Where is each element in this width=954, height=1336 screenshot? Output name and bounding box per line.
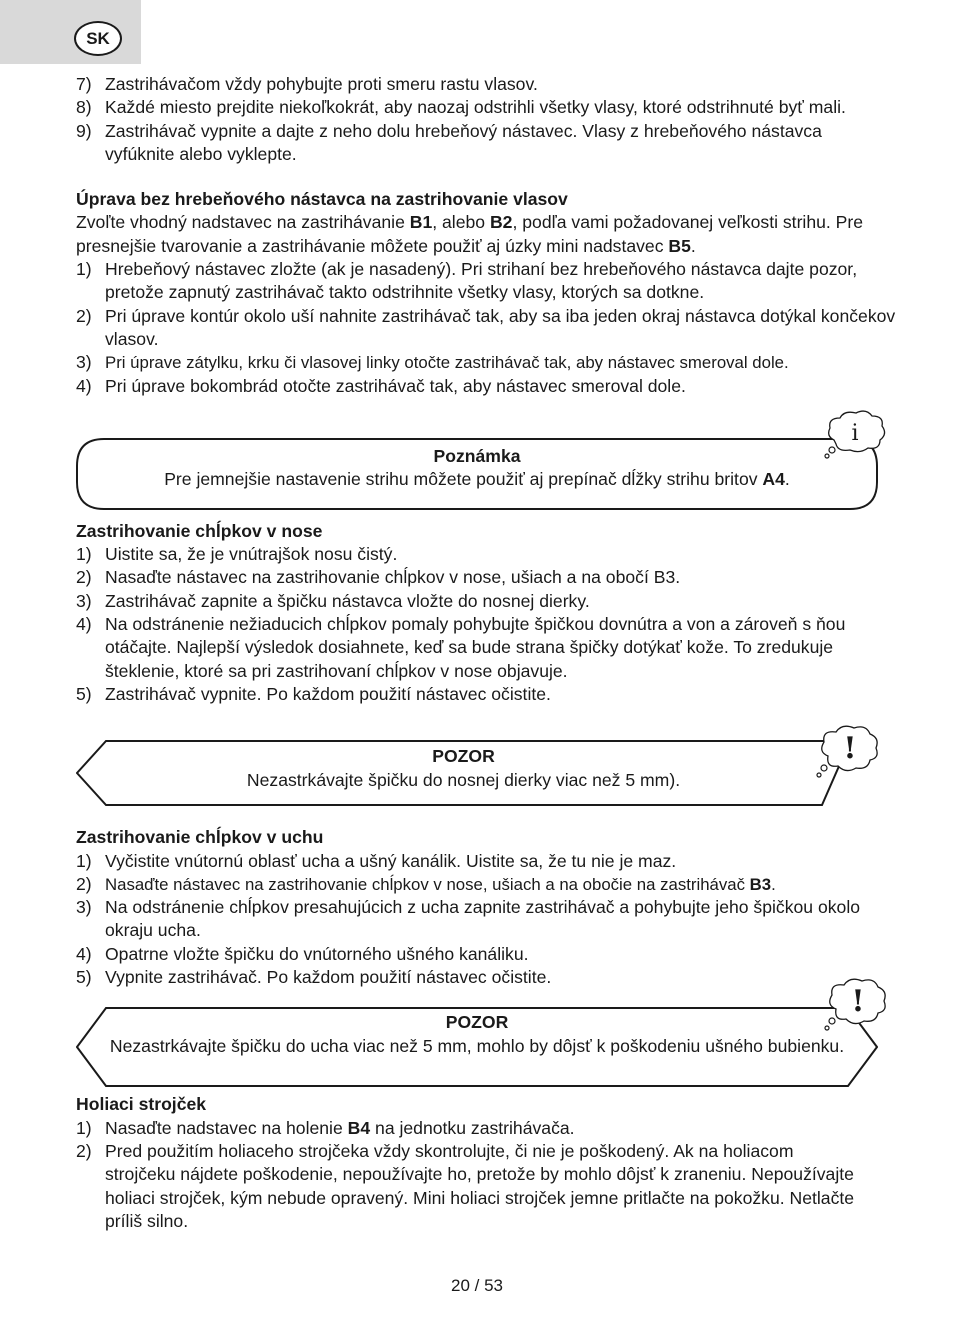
- svg-text:!: !: [851, 984, 865, 1020]
- list-item: 2) Nasaďte nástavec na zastrihovanie chĺpkov v nose, ušiach a na obočie na zastrihávač B3.: [76, 873, 776, 894]
- section-intro: Zvoľte vhodný nadstavec na zastrihávanie B1, alebo B2, podľa vami požadovanej veľkosti strihu. Pre presnejšie tvarovanie a zastrihávanie môžete použiť aj úzky mini nadstavec B5.: [76, 212, 864, 256]
- warning-text: Nezastrkávajte špičku do ucha viac než 5 mm, mohlo by dôjsť k poškodeniu ušného bubienku.: [109, 1035, 845, 1056]
- svg-text:!: !: [843, 731, 857, 767]
- list-item: 3) Zastrihávač zapnite a špičku nástavca vložte do nosnej dierky.: [76, 590, 590, 611]
- list-item: 4) Na odstránenie nežiaducich chĺpkov pomaly pohybujte špičkou dovnútra a von a zároveň s ňou otáčajte. Najlepší výsledok dosiahnete, keď sa bude strana špičky dotýkať kože. To zredukuje šteklenie, ktoré sa pri zastrihovaní chĺpkov v nose objavuje.: [76, 614, 846, 681]
- list-item: 1) Nasaďte nadstavec na holenie B4 na jednotku zastrihávača.: [76, 1117, 575, 1138]
- section-heading: Úprava bez hrebeňového nástavca na zastrihovanie vlasov: [76, 189, 568, 210]
- list-item: 9) Zastrihávač vypnite a dajte z neho dolu hrebeňový nástavec. Vlasy z hrebeňového nástavca vyfúknite alebo vyklepte.: [76, 120, 822, 164]
- list-item: 4) Pri úprave bokombrád otočte zastrihávač tak, aby nástavec smeroval dole.: [76, 375, 686, 396]
- note-box: [76, 420, 878, 510]
- warning-title: POZOR: [445, 1012, 509, 1033]
- list-item: 2) Nasaďte nástavec na zastrihovanie chĺpkov v nose, ušiach a na obočí B3.: [76, 567, 681, 588]
- list-item: 5) Zastrihávač vypnite. Po každom použití nástavec očistite.: [76, 683, 551, 704]
- warning-title: POZOR: [432, 746, 495, 767]
- list-top: [76, 73, 896, 166]
- warning-box: [76, 984, 878, 1087]
- svg-text:i: i: [851, 420, 859, 446]
- warning-box: [76, 731, 857, 806]
- list-item: 3) Pri úprave zátylku, krku či vlasovej linky otočte zastrihávač tak, aby nástavec smeroval dole.: [76, 352, 789, 373]
- list-item: 2) Pred použitím holiaceho strojčeka vždy skontrolujte, či nie je poškodený. Ak na holiacom strojčeku nájdete poškodenie, nepoužívajte ho, pretože by mohlo dôjsť k zraneniu. Nepoužívajte holiaci strojček, kým nebude opravený. Mini holiaci strojček jemne pritlačte na pokožku. Netlačte príliš silno.: [76, 1140, 855, 1231]
- list-item: 5) Vypnite zastrihávač. Po každom použití nástavec očistite.: [76, 967, 552, 988]
- section-heading: Zastrihovanie chĺpkov v nose: [76, 520, 323, 541]
- list-item: 1) Uistite sa, že je vnútrajšok nosu čistý.: [76, 544, 398, 565]
- list-item: 7) Zastrihávačom vždy pohybujte proti smeru rastu vlasov.: [76, 74, 538, 94]
- language-badge: SK: [74, 21, 122, 56]
- warning-text: Nezastrkávajte špičku do nosnej dierky viac než 5 mm).: [246, 769, 681, 790]
- page-number: 20 / 53: [451, 1276, 503, 1295]
- info-icon: [824, 410, 888, 460]
- section-heading: Zastrihovanie chĺpkov v uchu: [76, 827, 324, 848]
- warning-icon: [824, 977, 890, 1035]
- list-item: 3) Na odstránenie chĺpkov presahujúcich z ucha zapnite zastrihávač a pohybujte jeho špičkou okolo okraju ucha.: [76, 897, 861, 941]
- list-item: 1) Hrebeňový nástavec zložte (ak je nasadený). Pri strihaní bez hrebeňového nástavca dajte pozor, pretože zapnutý zastrihávač takto odstrihnite všetky vlasy, ktorých sa dotkne.: [76, 259, 858, 303]
- list-item: 8) Každé miesto prejdite niekoľkokrát, aby naozaj odstrihli všetky vlasy, ktoré odstrihnuté byť mali.: [76, 97, 846, 118]
- list-item: 2) Pri úprave kontúr okolo uší nahnite zastrihávač tak, aby sa iba jeden okraj nástavca dotýkal končekov vlasov.: [76, 305, 896, 349]
- section-heading: Holiaci strojček: [76, 1094, 207, 1115]
- warning-icon: [816, 724, 882, 782]
- note-title: Poznámka: [433, 445, 521, 466]
- page-content: [76, 73, 896, 1233]
- list-item: 1) Vyčistite vnútornú oblasť ucha a ušný kanálik. Uistite sa, že tu nie je maz.: [76, 850, 677, 871]
- note-text: Pre jemnejšie nastavenie strihu môžete použiť aj prepínač dĺžky strihu britov A4.: [164, 469, 790, 490]
- list-item: 4) Opatrne vložte špičku do vnútorného ušného kanáliku.: [76, 943, 529, 964]
